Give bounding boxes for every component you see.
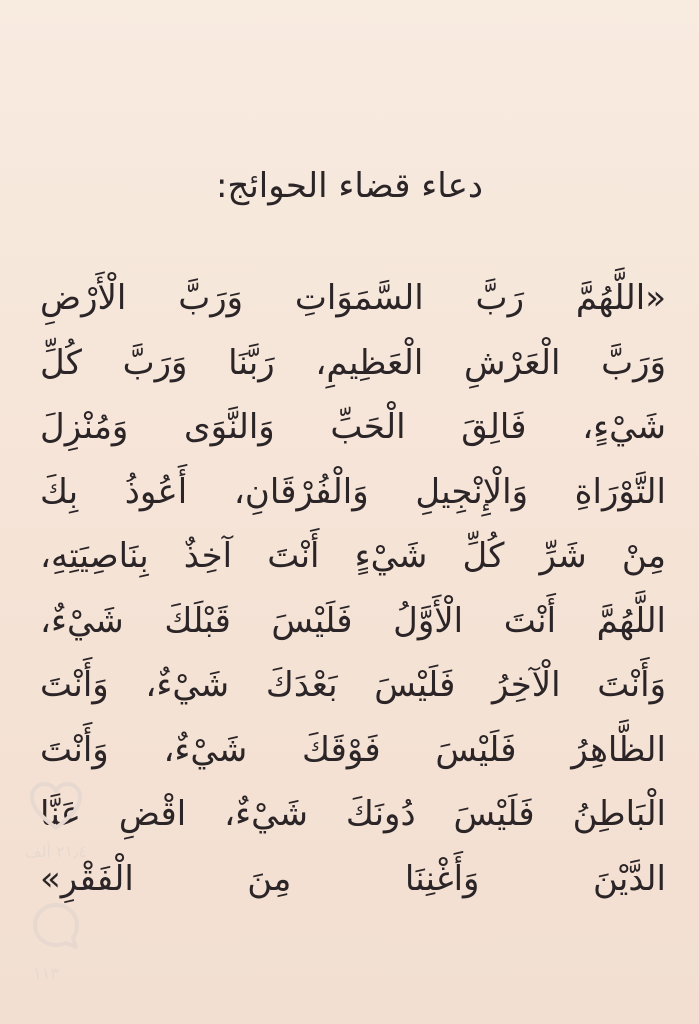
comment-count: ١١٣	[33, 964, 59, 983]
dua-line-10: الدَّيْنَ وَأَغْنِنَا مِنَ الْفَقْرِ»	[40, 858, 666, 899]
dua-line-7: وَأَنْتَ الْآخِرُ فَلَيْسَ بَعْدَكَ شَيْءٌ، وَأَنْتَ	[40, 665, 666, 705]
dua-line-8: الظَّاهِرُ فَلَيْسَ فَوْقَكَ شَيْءٌ، وَأَنْتَ	[40, 729, 666, 770]
dua-line-1: «اللَّهُمَّ رَبَّ السَّمَوَاتِ وَرَبَّ الْأَرْضِ	[40, 278, 666, 318]
comment-icon	[30, 900, 82, 952]
dua-line-3: شَيْءٍ، فَالِقَ الْحَبِّ وَالنَّوَى وَمُنْزِلَ	[40, 407, 666, 447]
like-count: ٢١٫٤ ألف	[25, 842, 87, 861]
like-button[interactable]	[28, 780, 84, 834]
heart-icon	[28, 780, 84, 834]
dua-line-6: اللَّهُمَّ أَنْتَ الْأَوَّلُ فَلَيْسَ قَبْلَكَ شَيْءٌ،	[40, 600, 666, 641]
dua-line-5: مِنْ شَرِّ كُلِّ شَيْءٍ أَنْتَ آخِذٌ بِنَاصِيَتِهِ،	[40, 536, 666, 576]
comment-button[interactable]	[30, 900, 82, 952]
dua-line-2: وَرَبَّ الْعَرْشِ الْعَظِيمِ، رَبَّنَا وَرَبَّ كُلِّ	[40, 342, 666, 383]
dua-line-9: الْبَاطِنُ فَلَيْسَ دُونَكَ شَيْءٌ، اقْضِ عَنَّا	[40, 794, 666, 834]
dua-text	[40, 266, 666, 911]
action-rail	[18, 780, 94, 1000]
dua-line-4: التَّوْرَاةِ وَالْإِنْجِيلِ وَالْفُرْقَانِ، أَعُوذُ بِكَ	[40, 471, 666, 512]
post-title: دعاء قضاء الحوائج:	[215, 166, 484, 206]
